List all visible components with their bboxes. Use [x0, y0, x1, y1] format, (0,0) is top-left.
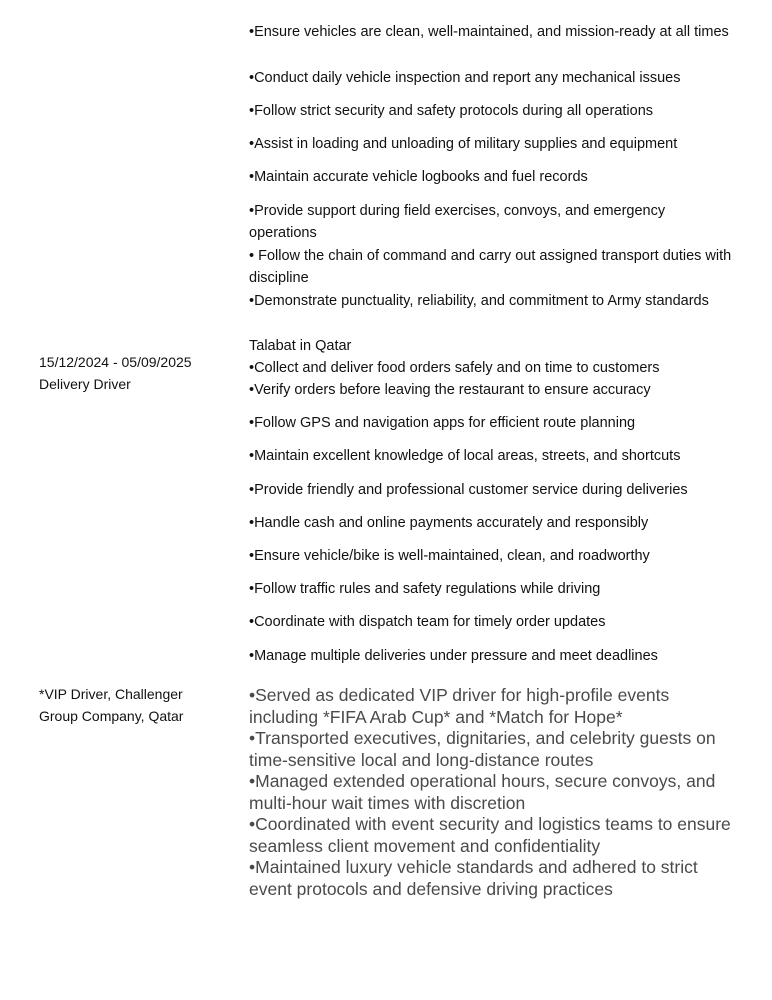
talabat-bullet: •Coordinate with dispatch team for timely order updates	[249, 614, 606, 630]
talabat-bullet: •Ensure vehicle/bike is well-maintained, clean, and roadworthy	[249, 548, 650, 564]
army-bullet: •Ensure vehicles are clean, well-maintained, and mission-ready at all times	[249, 24, 729, 40]
talabat-bullet: •Handle cash and online payments accurately and responsibly	[249, 515, 649, 531]
vip-bullet: •Managed extended operational hours, secure convoys, and multi-hour wait times with discretion	[249, 771, 716, 813]
talabat-bullet: •Collect and deliver food orders safely and on time to customers	[249, 360, 660, 376]
army-bullet: •Provide support during field exercises, convoys, and emergency operations	[249, 203, 666, 241]
army-bullet: •Maintain accurate vehicle logbooks and fuel records	[249, 169, 588, 185]
vip-bullet: •Served as dedicated VIP driver for high-profile events including *FIFA Arab Cup* and *Match for Hope*	[249, 685, 670, 727]
vip-bullet: •Coordinated with event security and logistics teams to ensure seamless client movement and confidentiality	[249, 814, 731, 856]
army-bullet: •Follow strict security and safety protocols during all operations	[249, 103, 654, 119]
vip-bullet: •Maintained luxury vehicle standards and adhered to strict event protocols and defensive driving practices	[249, 857, 698, 899]
job-role: *VIP Driver, Challenger	[39, 686, 183, 702]
job-role-company: Group Company, Qatar	[39, 708, 184, 724]
job-role: Delivery Driver	[39, 376, 131, 392]
army-bullet: •Demonstrate punctuality, reliability, and commitment to Army standards	[249, 293, 709, 309]
talabat-bullet: •Maintain excellent knowledge of local areas, streets, and shortcuts	[249, 448, 681, 464]
talabat-bullet: •Follow GPS and navigation apps for efficient route planning	[249, 415, 636, 431]
company-name: Talabat in Qatar	[249, 338, 352, 354]
army-bullet: • Follow the chain of command and carry out assigned transport duties with discipline	[249, 248, 732, 286]
talabat-bullet: •Manage multiple deliveries under pressure and meet deadlines	[249, 648, 658, 664]
talabat-bullet: •Verify orders before leaving the restaurant to ensure accuracy	[249, 382, 651, 398]
job-dates: 15/12/2024 - 05/09/2025	[39, 354, 192, 370]
talabat-bullet: •Provide friendly and professional customer service during deliveries	[249, 482, 688, 498]
army-bullet: •Assist in loading and unloading of military supplies and equipment	[249, 136, 678, 152]
talabat-bullet: •Follow traffic rules and safety regulations while driving	[249, 581, 601, 597]
vip-bullet: •Transported executives, dignitaries, and celebrity guests on time-sensitive local and long-distance routes	[249, 728, 716, 770]
army-bullet: •Conduct daily vehicle inspection and report any mechanical issues	[249, 70, 681, 86]
